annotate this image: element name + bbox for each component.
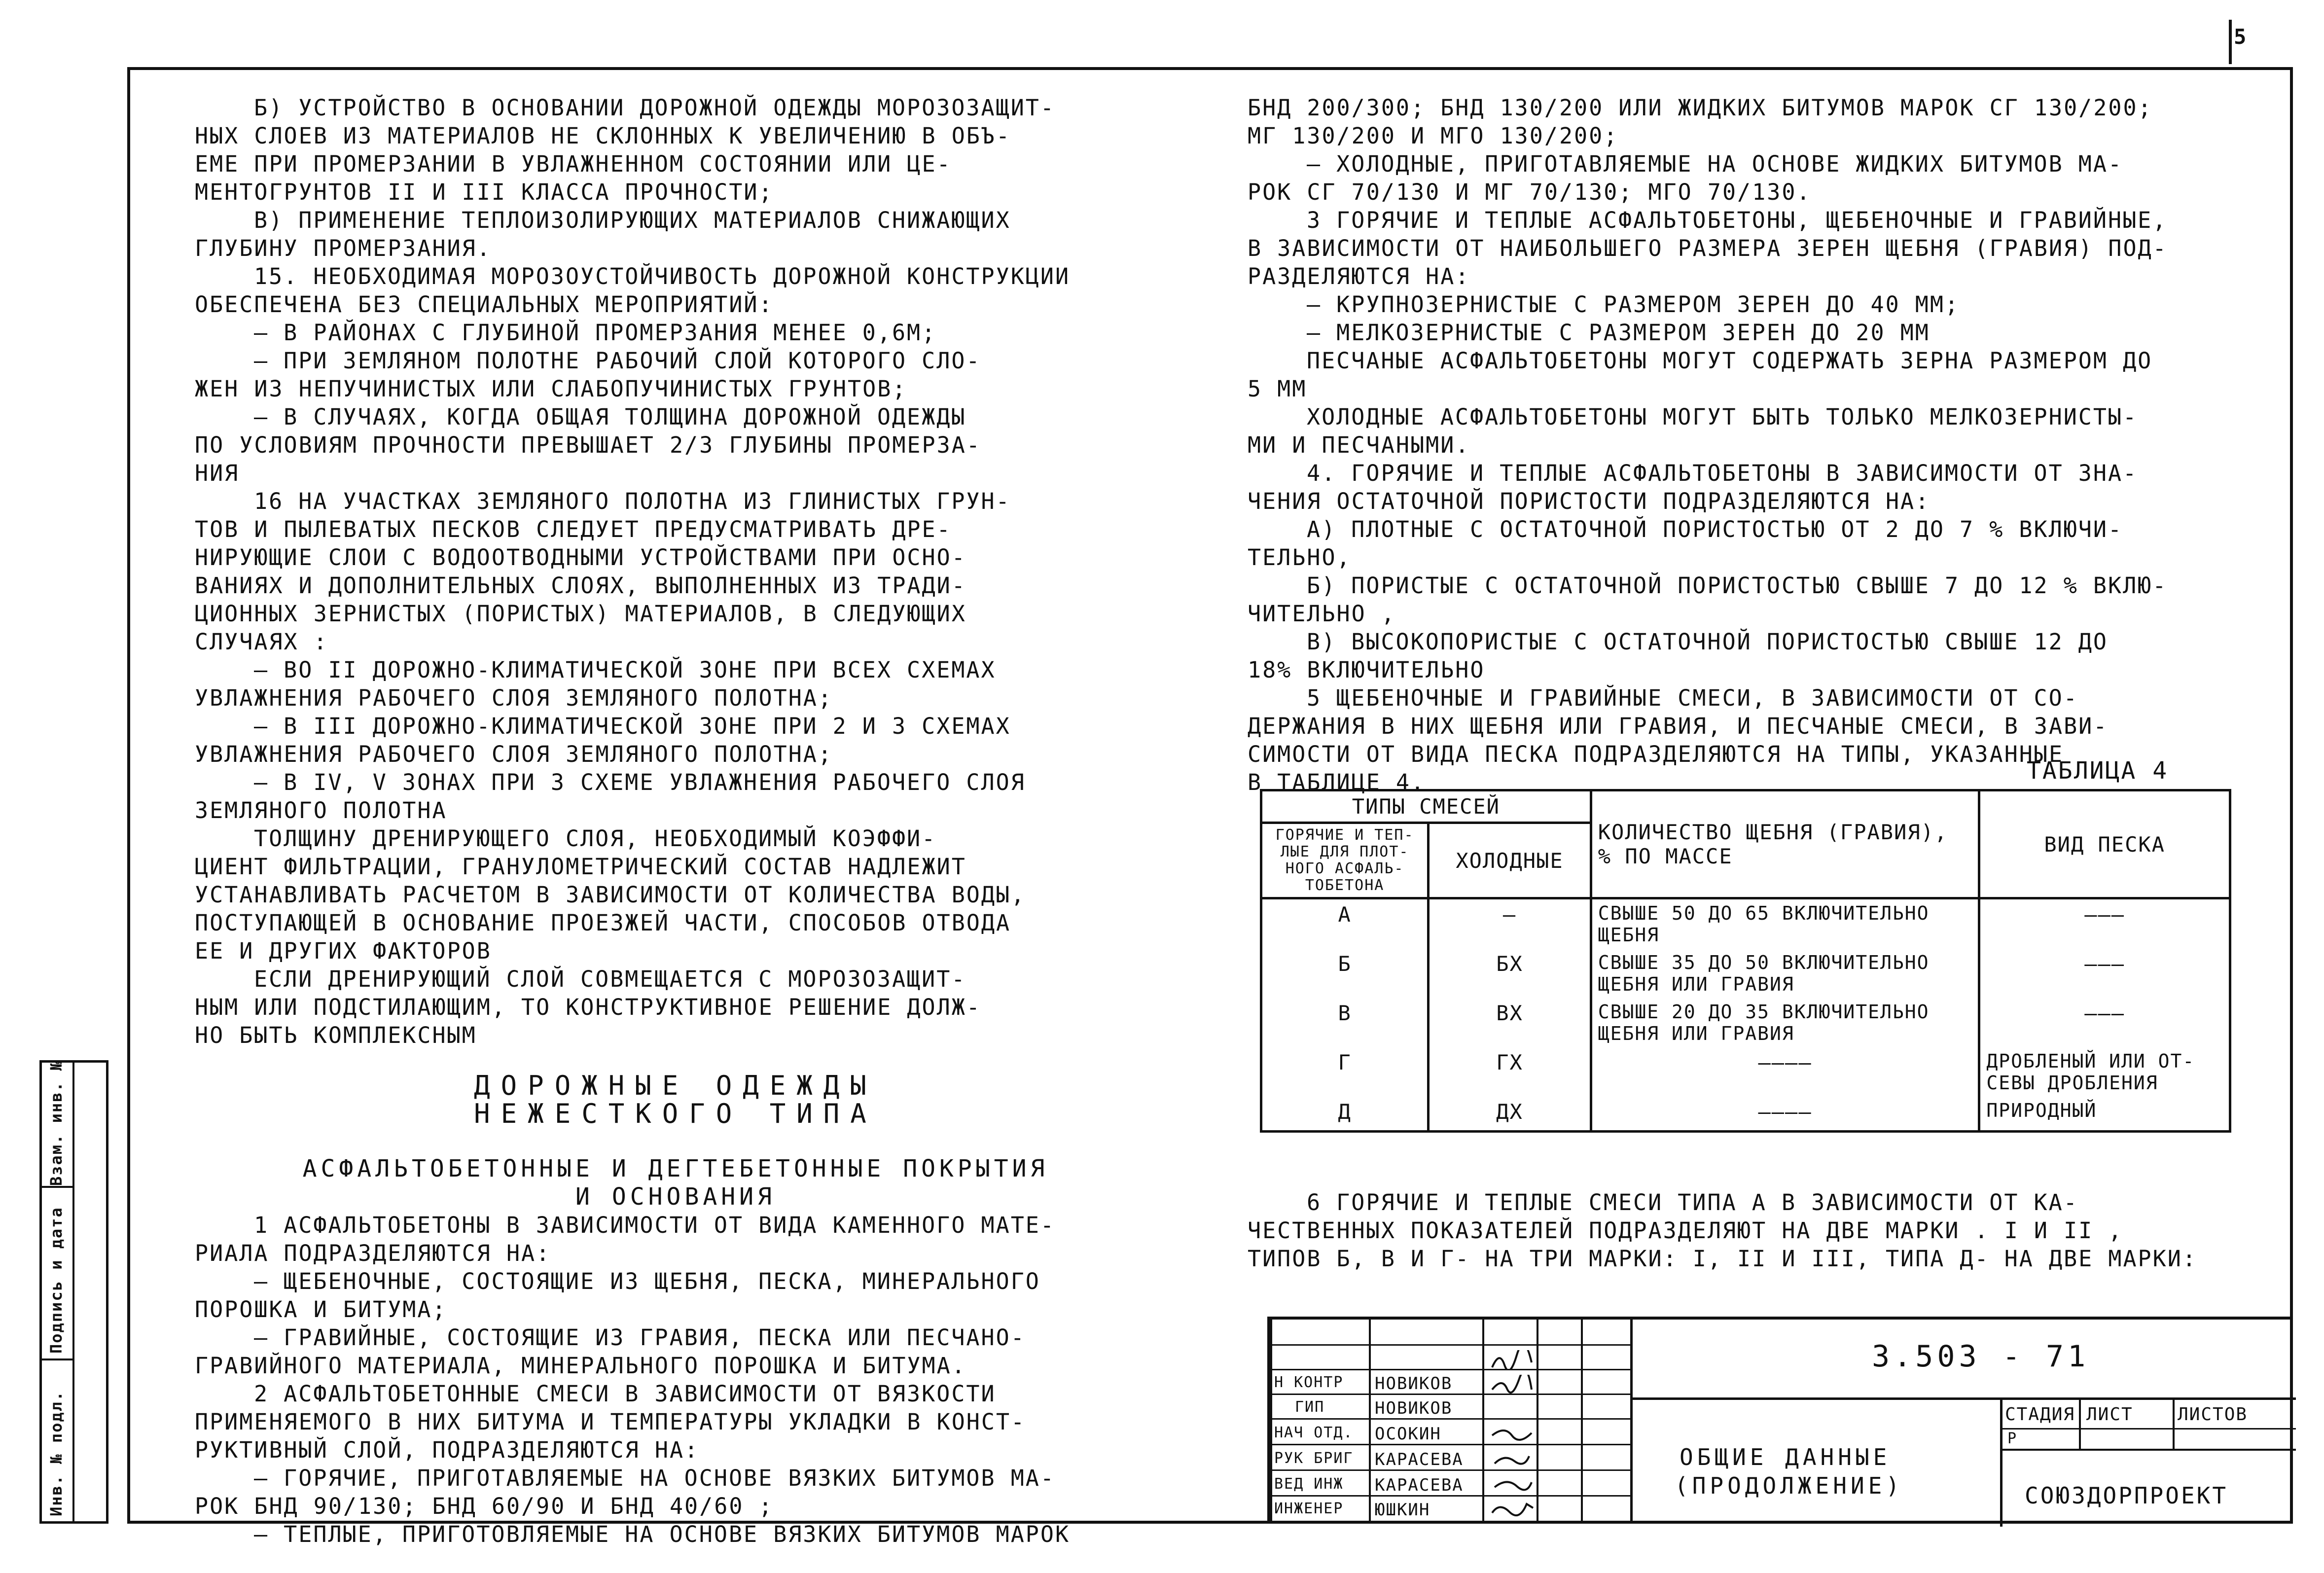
text-line: НИРУЮЩИЕ СЛОИ С ВОДООТВОДНЫМИ УСТРОЙСТВАМИ ПРИ ОСНО- <box>195 544 966 571</box>
table-cell-cold: ВХ <box>1429 998 1591 1047</box>
stamp-line <box>1369 1320 1371 1521</box>
stamp-line <box>1270 1418 1630 1420</box>
role-name: КАРАСЕВА <box>1375 1450 1464 1469</box>
stamp-line <box>1581 1320 1583 1521</box>
after-table-text <box>1248 1188 2234 1273</box>
text-line: НИЯ <box>195 460 240 486</box>
text-line: ЕЕ И ДРУГИХ ФАКТОРОВ <box>195 938 492 964</box>
text-line: СЛУЧАЯХ : <box>195 629 328 655</box>
text-line: ГЛУБИНУ ПРОМЕРЗАНИЯ. <box>195 235 492 261</box>
table-cell-sand: ——— <box>1979 898 2230 949</box>
text-line: РАЗДЕЛЯЮТСЯ НА: <box>1248 263 1470 289</box>
text-line: МГ 130/200 И МГО 130/200; <box>1248 123 1619 149</box>
table-header-sand: ВИД ПЕСКА <box>1979 790 2230 898</box>
text-line: НО БЫТЬ КОМПЛЕКСНЫМ <box>195 1022 477 1048</box>
text-line: РОК СГ 70/130 И МГ 70/130; МГО 70/130. <box>1248 179 1812 205</box>
signature-icon <box>1490 1473 1534 1493</box>
text-line: 3 ГОРЯЧИЕ И ТЕПЛЫЕ АСФАЛЬТОБЕТОНЫ, ЩЕБЕНОЧНЫЕ И ГРАВИЙНЫЕ, <box>1307 207 2168 233</box>
table-cell-sand: ДРОБЛЕНЫЙ ИЛИ ОТ-СЕВЫ ДРОБЛЕНИЯ <box>1979 1047 2230 1097</box>
text-line: — В РАЙОНАХ С ГЛУБИНОЙ ПРОМЕРЗАНИЯ МЕНЕЕ 0,6М; <box>254 320 937 346</box>
stamp-line <box>1270 1369 1630 1370</box>
table-cell-qty: СВЫШЕ 35 ДО 50 ВКЛЮЧИТЕЛЬНО ЩЕБНЯ ИЛИ ГРАВИЯ <box>1591 949 1979 998</box>
stamp-line <box>2173 1397 2175 1451</box>
stamp-line <box>1630 1397 2296 1400</box>
text-line: ЦИЕНТ ФИЛЬТРАЦИИ, ГРАНУЛОМЕТРИЧЕСКИЙ СОСТАВ НАДЛЕЖИТ <box>195 854 966 880</box>
spacer <box>195 1049 1156 1072</box>
title-block <box>1267 1317 2293 1524</box>
text-line: ТЕЛЬНО, <box>1248 544 1352 571</box>
text-line: 15. НЕОБХОДИМАЯ МОРОЗОУСТОЙЧИВОСТЬ ДОРОЖНОЙ КОНСТРУКЦИИ <box>254 263 1071 289</box>
text-line: ПОСТУПАЮЩЕЙ В ОСНОВАНИЕ ПРОЕЗЖЕЙ ЧАСТИ, СПОСОБОВ ОТВОДА <box>195 910 1011 936</box>
text-line: ТИПОВ Б, В И Г- НА ТРИ МАРКИ: I, II И III, ТИПА Д- НА ДВЕ МАРКИ: <box>1248 1246 2197 1272</box>
table-cell-sand: ПРИРОДНЫЙ <box>1979 1097 2230 1131</box>
side-stamp-inv: Инв. № подл. <box>47 1390 66 1516</box>
section-heading: ДОРОЖНЫЕ ОДЕЖДЫ <box>474 1070 877 1101</box>
text-line: — В III ДОРОЖНО-КЛИМАТИЧЕСКОЙ ЗОНЕ ПРИ 2 И 3 СХЕМАХ <box>254 713 1011 739</box>
stamp-line <box>1630 1320 1633 1521</box>
stamp-line <box>2000 1449 2296 1451</box>
text-line: Б) ПОРИСТЫЕ С ОСТАТОЧНОЙ ПОРИСТОСТЬЮ СВЫШЕ 7 ДО 12 % ВКЛЮ- <box>1307 572 2168 599</box>
sheet-title-line2: (ПРОДОЛЖЕНИЕ) <box>1675 1472 1904 1499</box>
side-stamp-divider <box>42 1186 72 1188</box>
text-line: УВЛАЖНЕНИЯ РАБОЧЕГО СЛОЯ ЗЕМЛЯНОГО ПОЛОТНА; <box>195 685 833 711</box>
table-cell-hot: В <box>1261 998 1429 1047</box>
text-line: ЕМЕ ПРИ ПРОМЕРЗАНИИ В УВЛАЖНЕННОМ СОСТОЯНИИ ИЛИ ЦЕ- <box>195 151 952 177</box>
text-line: ПЕСЧАНЫЕ АСФАЛЬТОБЕТОНЫ МОГУТ СОДЕРЖАТЬ ЗЕРНА РАЗМЕРОМ ДО <box>1307 348 2153 374</box>
table-cell-qty: СВЫШЕ 50 ДО 65 ВКЛЮЧИТЕЛЬНО ЩЕБНЯ <box>1591 898 1979 949</box>
side-stamp-vzam: Взам. инв. № <box>47 1060 66 1186</box>
text-line: ТОВ И ПЫЛЕВАТЫХ ПЕСКОВ СЛЕДУЕТ ПРЕДУСМАТРИВАТЬ ДРЕ- <box>195 516 952 542</box>
table-header-qty: КОЛИЧЕСТВО ЩЕБНЯ (ГРАВИЯ), % ПО МАССЕ <box>1591 790 1979 898</box>
stamp-line <box>1270 1394 1630 1395</box>
stamp-line <box>1270 1469 1630 1471</box>
table-cell-cold: ГХ <box>1429 1047 1591 1097</box>
text-line: В ЗАВИСИМОСТИ ОТ НАИБОЛЬШЕГО РАЗМЕРА ЗЕРЕН ЩЕБНЯ (ГРАВИЯ) ПОД- <box>1248 235 2168 261</box>
signature-icon <box>1490 1423 1534 1443</box>
subsection-heading: И ОСНОВАНИЯ <box>575 1183 776 1211</box>
table-cell-cold: БХ <box>1429 949 1591 998</box>
text-line: ЦИОННЫХ ЗЕРНИСТЫХ (ПОРИСТЫХ) МАТЕРИАЛОВ, В СЛЕДУЮЩИХ <box>195 601 966 627</box>
text-line: МЕНТОГРУНТОВ II И III КЛАССА ПРОЧНОСТИ; <box>195 179 774 205</box>
text-line: МИ И ПЕСЧАНЫМИ. <box>1248 432 1470 458</box>
text-line: УСТАНАВЛИВАТЬ РАСЧЕТОМ В ЗАВИСИМОСТИ ОТ КОЛИЧЕСТВА ВОДЫ, <box>195 882 1026 908</box>
left-column <box>195 94 1156 1548</box>
text-line: ПО УСЛОВИЯМ ПРОЧНОСТИ ПРЕВЫШАЕТ 2/3 ГЛУБИНЫ ПРОМЕРЗА- <box>195 432 981 458</box>
table-cell-cold: ДХ <box>1429 1097 1591 1131</box>
stamp-line <box>1482 1320 1484 1521</box>
role-label: РУК БРИГ <box>1274 1450 1354 1467</box>
signature-icon <box>1490 1375 1534 1394</box>
text-line: — ВО II ДОРОЖНО-КЛИМАТИЧЕСКОЙ ЗОНЕ ПРИ ВСЕХ СХЕМАХ <box>254 657 996 683</box>
text-line: ВАНИЯХ И ДОПОЛНИТЕЛЬНЫХ СЛОЯХ, ВЫПОЛНЕННЫХ ИЗ ТРАДИ- <box>195 572 966 599</box>
signature-icon <box>1490 1350 1534 1370</box>
stamp-line <box>1270 1320 1272 1521</box>
page-number-divider <box>2229 20 2232 64</box>
sheet-title-line1: ОБЩИЕ ДАННЫЕ <box>1680 1444 1891 1470</box>
side-stamp-podpis: Подпись и дата <box>47 1207 66 1354</box>
text-line: РИАЛА ПОДРАЗДЕЛЯЮТСЯ НА: <box>195 1240 551 1266</box>
text-line: ДЕРЖАНИЯ В НИХ ЩЕБНЯ ИЛИ ГРАВИЯ, И ПЕСЧАНЫЕ СМЕСИ, В ЗАВИ- <box>1248 713 2109 739</box>
page-number: 5 <box>2234 25 2247 49</box>
table-cell-hot: А <box>1261 898 1429 949</box>
text-line: В ТАБЛИЦЕ 4. <box>1248 769 1426 795</box>
table-cell-hot: Б <box>1261 949 1429 998</box>
doc-number: 3.503 - 71 <box>1872 1339 2090 1374</box>
text-line: 5 ММ <box>1248 376 1307 402</box>
role-label: Н КОНТР <box>1274 1374 1344 1391</box>
table-cell-qty: ———— <box>1591 1097 1979 1131</box>
text-line: НЫХ СЛОЕВ ИЗ МАТЕРИАЛОВ НЕ СКЛОННЫХ К УВЕЛИЧЕНИЮ В ОБЪ- <box>195 123 1011 149</box>
sheet-header: ЛИСТ <box>2086 1404 2133 1425</box>
text-line: 5 ЩЕБЕНОЧНЫЕ И ГРАВИЙНЫЕ СМЕСИ, В ЗАВИСИМОСТИ ОТ СО- <box>1307 685 2078 711</box>
role-name: ОСОКИН <box>1375 1424 1441 1444</box>
text-line: 6 ГОРЯЧИЕ И ТЕПЛЫЕ СМЕСИ ТИПА А В ЗАВИСИМОСТИ ОТ КА- <box>1307 1189 2078 1216</box>
text-line: ЖЕН ИЗ НЕПУЧИНИСТЫХ ИЛИ СЛАБОПУЧИНИСТЫХ ГРУНТОВ; <box>195 376 907 402</box>
stamp-line <box>2079 1397 2081 1451</box>
text-line: ЧЕНИЯ ОСТАТОЧНОЙ ПОРИСТОСТИ ПОДРАЗДЕЛЯЮТСЯ НА: <box>1248 488 1931 514</box>
role-name: НОВИКОВ <box>1375 1374 1453 1394</box>
text-line: ЧИТЕЛЬНО , <box>1248 601 1396 627</box>
text-line: ОБЕСПЕЧЕНА БЕЗ СПЕЦИАЛЬНЫХ МЕРОПРИЯТИЙ: <box>195 291 774 318</box>
text-line: БНД 200/300; БНД 130/200 ИЛИ ЖИДКИХ БИТУМОВ МАРОК СГ 130/200; <box>1248 95 2153 121</box>
role-label: ВЕД ИНЖ <box>1274 1475 1344 1493</box>
side-stamp-divider <box>42 1358 72 1360</box>
signature-icon <box>1490 1498 1534 1518</box>
role-label: ИНЖЕНЕР <box>1274 1500 1344 1517</box>
table-header-hot: ГОРЯЧИЕ И ТЕП-ЛЫЕ ДЛЯ ПЛОТ-НОГО АСФАЛЬ-ТОБЕТОНА <box>1261 823 1429 898</box>
text-line: ПРИМЕНЯЕМОГО В НИХ БИТУМА И ТЕМПЕРАТУРЫ УКЛАДКИ В КОНСТ- <box>195 1409 1026 1435</box>
text-line: — ПРИ ЗЕМЛЯНОМ ПОЛОТНЕ РАБОЧИЙ СЛОЙ КОТОРОГО СЛО- <box>254 348 981 374</box>
text-line: — МЕЛКОЗЕРНИСТЫЕ С РАЗМЕРОМ ЗЕРЕН ДО 20 ММ <box>1307 320 1930 346</box>
text-line: ХОЛОДНЫЕ АСФАЛЬТОБЕТОНЫ МОГУТ БЫТЬ ТОЛЬКО МЕЛКОЗЕРНИСТЫ- <box>1307 404 2138 430</box>
role-name: НОВИКОВ <box>1375 1398 1453 1418</box>
table-cell-sand: ——— <box>1979 998 2230 1047</box>
stamp-line <box>1537 1320 1538 1521</box>
text-line: — ГОРЯЧИЕ, ПРИГОТАВЛЯЕМЫЕ НА ОСНОВЕ ВЯЗКИХ БИТУМОВ МА- <box>254 1465 1055 1491</box>
role-name: КАРАСЕВА <box>1375 1475 1464 1495</box>
table-cell-sand: ——— <box>1979 949 2230 998</box>
stamp-line <box>2000 1397 2002 1527</box>
table-cell-cold: — <box>1429 898 1591 949</box>
table-cell-hot: Г <box>1261 1047 1429 1097</box>
text-line: В) ПРИМЕНЕНИЕ ТЕПЛОИЗОЛИРУЮЩИХ МАТЕРИАЛОВ СНИЖАЮЩИХ <box>254 207 1011 233</box>
sheets-header: ЛИСТОВ <box>2178 1404 2248 1425</box>
side-stamp <box>39 1060 108 1524</box>
stamp-line <box>1270 1444 1630 1445</box>
text-line: — ХОЛОДНЫЕ, ПРИГОТАВЛЯЕМЫЕ НА ОСНОВЕ ЖИДКИХ БИТУМОВ МА- <box>1307 151 2123 177</box>
text-line: — ТЕПЛЫЕ, ПРИГОТОВЛЯЕМЫЕ НА ОСНОВЕ ВЯЗКИХ БИТУМОВ МАРОК <box>254 1521 1071 1547</box>
right-column <box>1248 94 2234 796</box>
section-heading: НЕЖЕСТКОГО ТИПА <box>474 1098 877 1129</box>
spacer <box>195 1128 1156 1155</box>
text-line: — В IV, V ЗОНАХ ПРИ 3 СХЕМЕ УВЛАЖНЕНИЯ РАБОЧЕГО СЛОЯ <box>254 769 1026 795</box>
table-cell-qty: ———— <box>1591 1047 1979 1097</box>
text-line: 2 АСФАЛЬТОБЕТОННЫЕ СМЕСИ В ЗАВИСИМОСТИ ОТ ВЯЗКОСТИ <box>254 1381 996 1407</box>
table-cell-qty: СВЫШЕ 20 ДО 35 ВКЛЮЧИТЕЛЬНО ЩЕБНЯ ИЛИ ГРАВИЯ <box>1591 998 1979 1047</box>
text-line: УВЛАЖНЕНИЯ РАБОЧЕГО СЛОЯ ЗЕМЛЯНОГО ПОЛОТНА; <box>195 741 833 767</box>
table-cell-hot: Д <box>1261 1097 1429 1131</box>
role-label: НАЧ ОТД. <box>1274 1424 1354 1441</box>
signature-icon <box>1490 1449 1534 1468</box>
table-caption: ТАБЛИЦА 4 <box>2027 757 2169 785</box>
text-line: — ЩЕБЕНОЧНЫЕ, СОСТОЯЩИЕ ИЗ ЩЕБНЯ, ПЕСКА, МИНЕРАЛЬНОГО <box>254 1268 1040 1294</box>
text-line: НЫМ ИЛИ ПОДСТИЛАЮЩИМ, ТО КОНСТРУКТИВНОЕ РЕШЕНИЕ ДОЛЖ- <box>195 994 981 1020</box>
table-header-group: ТИПЫ СМЕСЕЙ <box>1261 790 1591 823</box>
text-line: — ГРАВИЙНЫЕ, СОСТОЯЩИЕ ИЗ ГРАВИЯ, ПЕСКА ИЛИ ПЕСЧАНО- <box>254 1324 1026 1351</box>
text-line: 1 АСФАЛЬТОБЕТОНЫ В ЗАВИСИМОСТИ ОТ ВИДА КАМЕННОГО МАТЕ- <box>254 1212 1055 1238</box>
role-name: ЮШКИН <box>1375 1500 1430 1520</box>
text-line: Б) УСТРОЙСТВО В ОСНОВАНИИ ДОРОЖНОЙ ОДЕЖДЫ МОРОЗОЗАЩИТ- <box>254 95 1055 121</box>
text-line: ГРАВИЙНОГО МАТЕРИАЛА, МИНЕРАЛЬНОГО ПОРОШКА И БИТУМА. <box>195 1353 966 1379</box>
text-line: — КРУПНОЗЕРНИСТЫЕ С РАЗМЕРОМ ЗЕРЕН ДО 40 ММ; <box>1307 291 1960 318</box>
organization: СОЮЗДОРПРОЕКТ <box>2025 1482 2228 1509</box>
stage-header: СТАДИЯ <box>2005 1404 2075 1425</box>
text-line: СИМОСТИ ОТ ВИДА ПЕСКА ПОДРАЗДЕЛЯЮТСЯ НА ТИПЫ, УКАЗАННЫЕ <box>1248 741 2064 767</box>
text-line: — В СЛУЧАЯХ, КОГДА ОБЩАЯ ТОЛЩИНА ДОРОЖНОЙ ОДЕЖДЫ <box>254 404 966 430</box>
stage-value: Р <box>2007 1430 2018 1447</box>
stamp-line <box>1270 1495 1630 1497</box>
text-line: ПОРОШКА И БИТУМА; <box>195 1296 447 1323</box>
text-line: В) ВЫСОКОПОРИСТЫЕ С ОСТАТОЧНОЙ ПОРИСТОСТЬЮ СВЫШЕ 12 ДО <box>1307 629 2108 655</box>
text-line: ЕСЛИ ДРЕНИРУЮЩИЙ СЛОЙ СОВМЕЩАЕТСЯ С МОРОЗОЗАЩИТ- <box>254 966 966 992</box>
stamp-line <box>1270 1344 1630 1346</box>
text-line: 18% ВКЛЮЧИТЕЛЬНО <box>1248 657 1485 683</box>
text-line: РОК БНД 90/130; БНД 60/90 И БНД 40/60 ; <box>195 1493 774 1519</box>
text-line: РУКТИВНЫЙ СЛОЙ, ПОДРАЗДЕЛЯЮТСЯ НА: <box>195 1437 700 1463</box>
table-header-cold: ХОЛОДНЫЕ <box>1429 823 1591 898</box>
role-label: ГИП <box>1295 1398 1325 1416</box>
text-line: А) ПЛОТНЫЕ С ОСТАТОЧНОЙ ПОРИСТОСТЬЮ ОТ 2 ДО 7 % ВКЛЮЧИ- <box>1307 516 2123 542</box>
text-line: 4. ГОРЯЧИЕ И ТЕПЛЫЕ АСФАЛЬТОБЕТОНЫ В ЗАВИСИМОСТИ ОТ ЗНА- <box>1307 460 2138 486</box>
subsection-heading: АСФАЛЬТОБЕТОННЫЕ И ДЕГТЕБЕТОННЫЕ ПОКРЫТИЯ <box>302 1155 1049 1182</box>
stamp-line <box>2000 1428 2296 1430</box>
text-line: ЗЕМЛЯНОГО ПОЛОТНА <box>195 797 447 823</box>
table-4 <box>1260 789 2231 1133</box>
text-line: ТОЛЩИНУ ДРЕНИРУЮЩЕГО СЛОЯ, НЕОБХОДИМЫЙ КОЭФФИ- <box>254 825 937 852</box>
text-line: ЧЕСТВЕННЫХ ПОКАЗАТЕЛЕЙ ПОДРАЗДЕЛЯЮТ НА ДВЕ МАРКИ . I И II , <box>1248 1217 2123 1244</box>
text-line: 16 НА УЧАСТКАХ ЗЕМЛЯНОГО ПОЛОТНА ИЗ ГЛИНИСТЫХ ГРУН- <box>254 488 1011 514</box>
